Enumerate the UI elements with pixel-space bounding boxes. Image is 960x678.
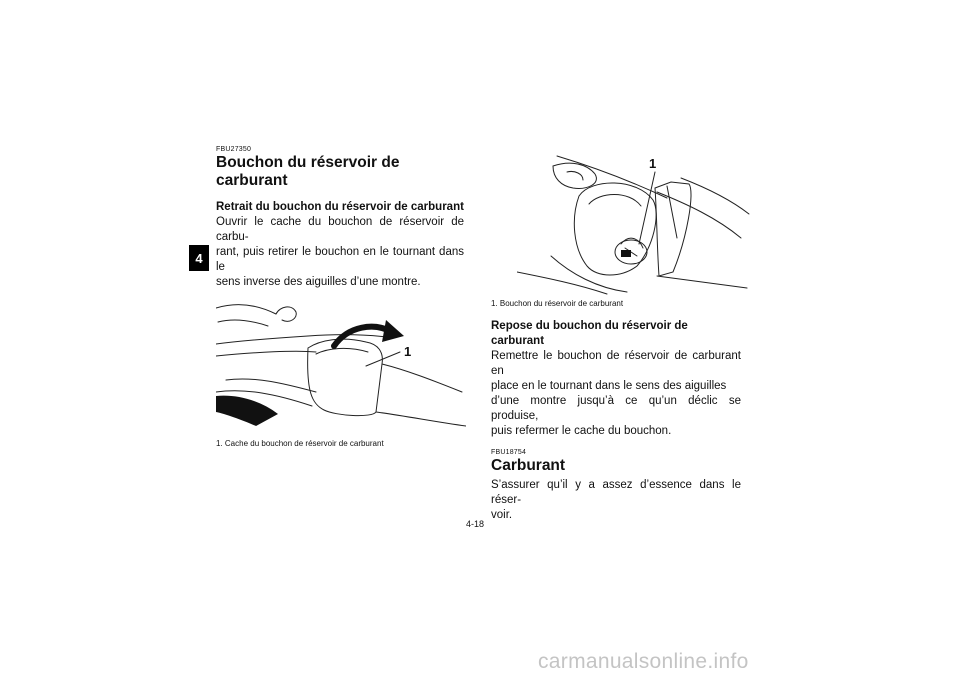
figure-callout-number: 1 — [649, 156, 657, 171]
paragraph-line: S’assurer qu’il y a assez d’essence dans le réser- — [491, 479, 741, 506]
paragraph-line: voir. — [491, 509, 513, 521]
paragraph-line: rant, puis retirer le bouchon en le tournant dans le — [216, 246, 464, 273]
watermark: carmanualsonline.info — [538, 650, 749, 673]
paragraph-line: Remettre le bouchon de réservoir de carburant en — [491, 350, 741, 377]
paragraph-line: d’une montre jusqu’à ce qu’un déclic se produise, — [491, 395, 741, 422]
right-column — [491, 148, 741, 523]
figure-caption: 1. Bouchon du réservoir de carburant — [491, 299, 624, 308]
section-code: FBU27350 — [216, 146, 252, 153]
subsection-title: Retrait du bouchon du réservoir de carburant — [216, 201, 464, 213]
fuel-cap-cover-illustration — [216, 296, 466, 436]
figure-callout-number: 1 — [404, 344, 412, 359]
left-column — [216, 146, 464, 449]
paragraph — [491, 349, 741, 439]
section-title: Carburant — [491, 457, 566, 474]
paragraph-line: sens inverse des aiguilles d’une montre. — [216, 276, 421, 288]
paragraph-line: puis refermer le cache du bouchon. — [491, 425, 672, 437]
chapter-tab: 4 — [189, 245, 209, 271]
fuel-cap-illustration — [517, 148, 767, 296]
section-title: Bouchon du réservoir de carburant — [216, 154, 400, 189]
figure-caption: 1. Cache du bouchon de réservoir de carburant — [216, 439, 384, 448]
subsection-title: Repose du bouchon du réservoir de carburant — [491, 320, 688, 347]
paragraph — [216, 215, 464, 290]
paragraph-line: place en le tournant dans le sens des aiguilles — [491, 380, 727, 392]
section-code: FBU18754 — [491, 449, 527, 456]
paragraph-line: Ouvrir le cache du bouchon de réservoir de carbu- — [216, 216, 464, 243]
paragraph — [491, 478, 741, 523]
page-number: 4-18 — [466, 519, 485, 529]
